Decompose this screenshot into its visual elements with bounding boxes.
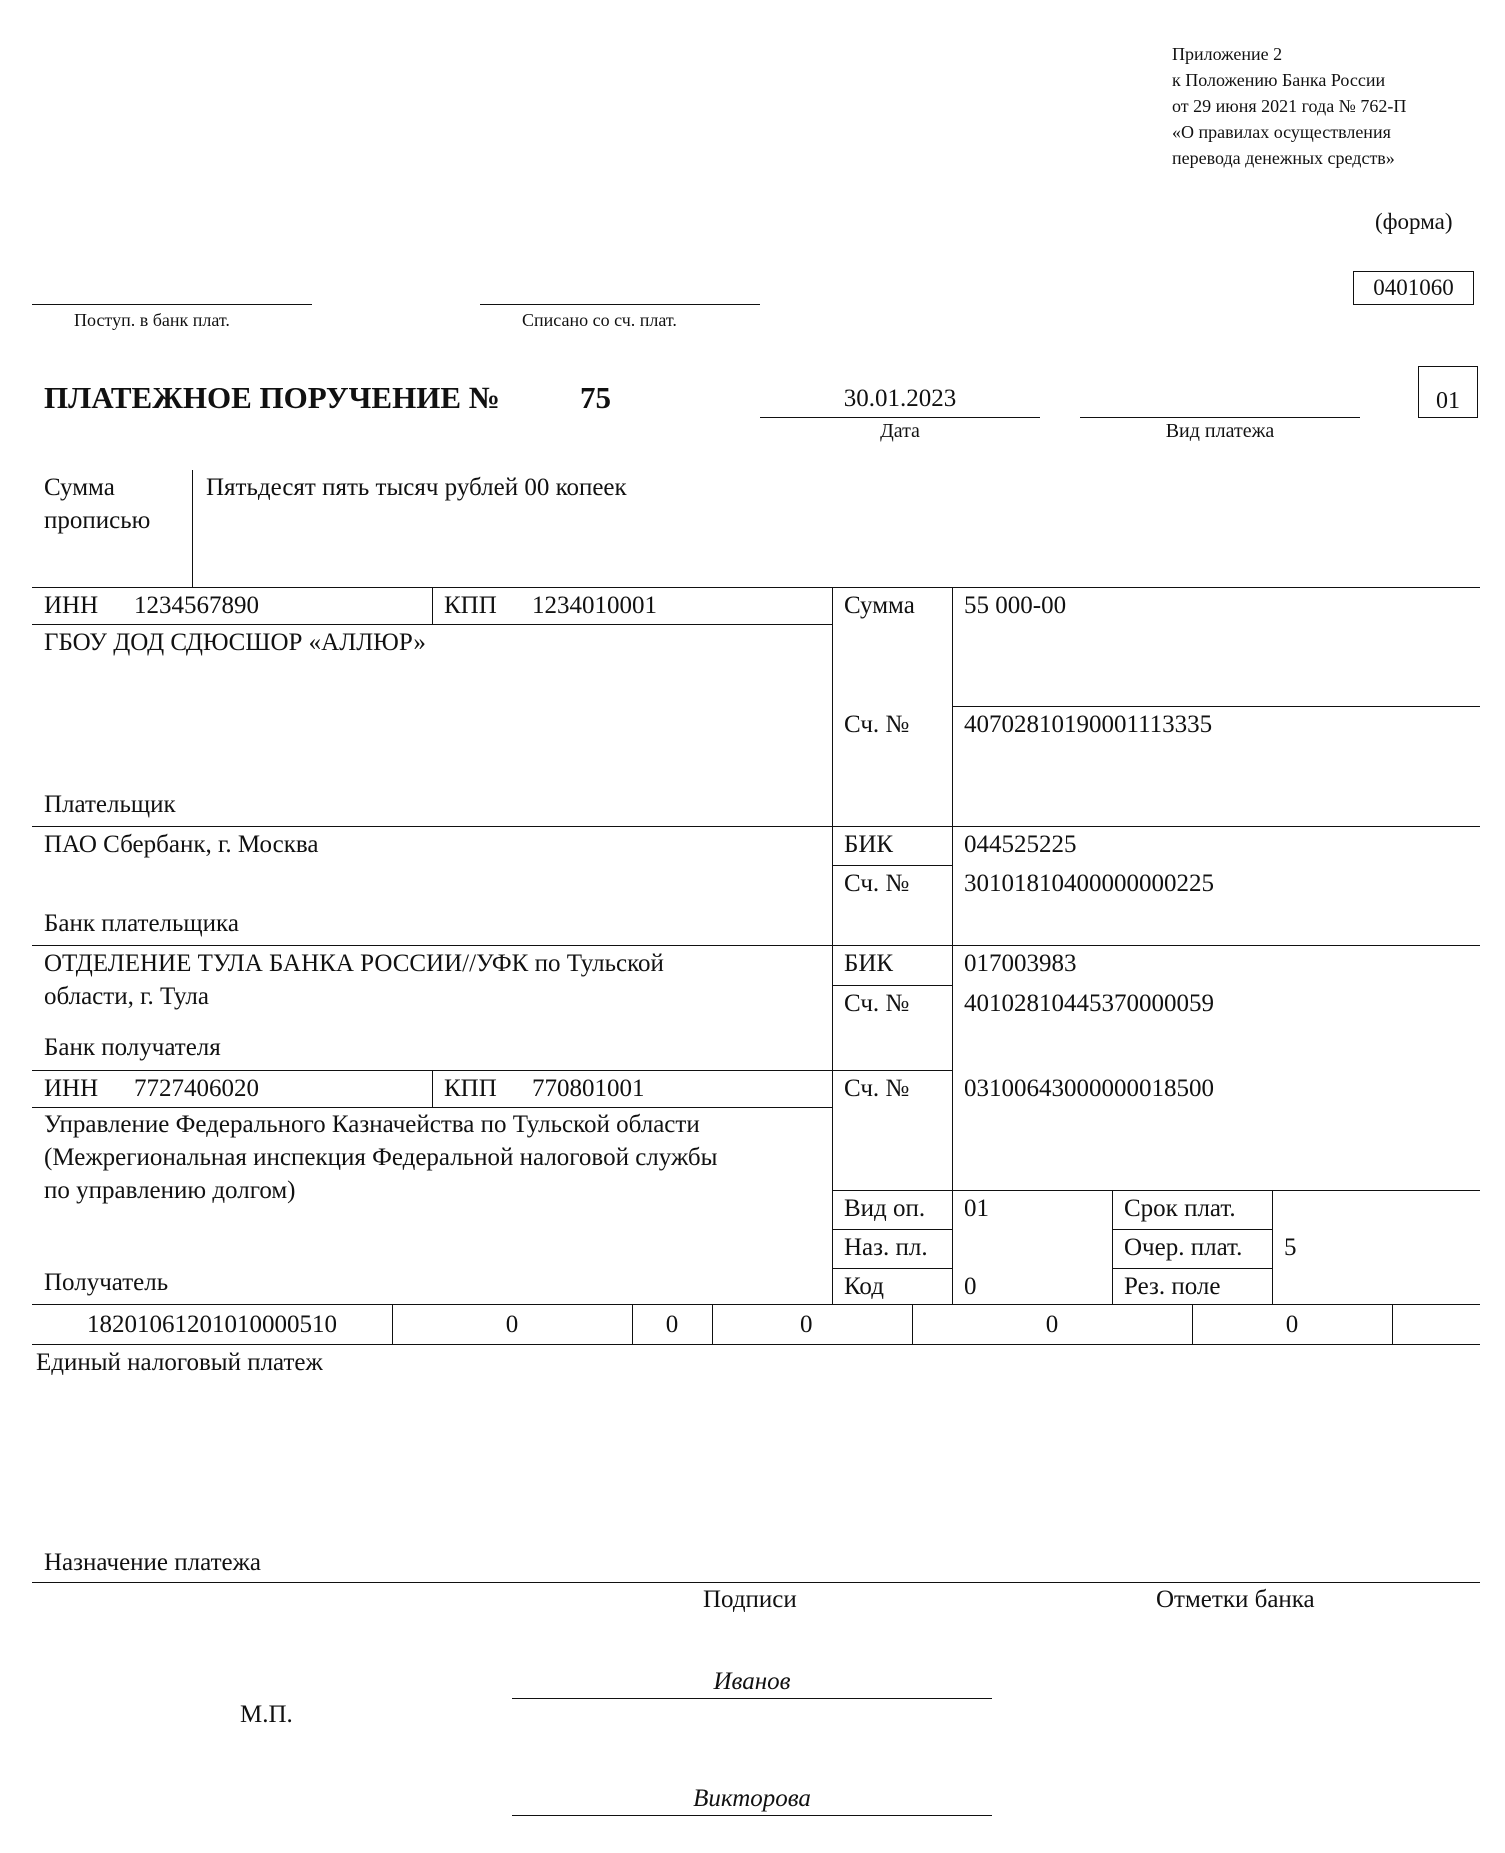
grid-line-op-4 <box>1112 1268 1272 1269</box>
amount-words-label-1: Сумма <box>44 474 115 501</box>
payee-bank-name-line-2: области, г. Тула <box>44 983 210 1010</box>
form-code: 0401060 <box>1373 275 1454 300</box>
tax-field-1: 0 <box>505 1311 519 1338</box>
received-line <box>32 304 312 305</box>
grid-tax-divider-6 <box>1392 1304 1393 1344</box>
signature-1: Иванов <box>713 1668 791 1695</box>
grid-line-payee-inn <box>32 1107 832 1108</box>
grid-payer-kpp-divider <box>432 587 433 624</box>
amount-words-label-2: прописью <box>44 507 151 534</box>
purpose-line <box>32 1582 1480 1583</box>
payee-bank-account-label: Сч. № <box>844 990 910 1017</box>
payer-account: 40702810190001113335 <box>964 711 1213 738</box>
bank-marks-label: Отметки банка <box>1156 1586 1315 1613</box>
grid-line-op-3 <box>1112 1229 1272 1230</box>
page-title: ПЛАТЕЖНОЕ ПОРУЧЕНИЕ № <box>44 380 500 415</box>
appendix-line-5: перевода денежных средств» <box>1172 148 1395 168</box>
signature-2-line <box>512 1815 992 1816</box>
payer-bank-bik-label: БИК <box>844 831 894 858</box>
payer-kpp: 1234010001 <box>532 592 657 619</box>
payer-inn-label: ИНН <box>44 592 99 619</box>
grid-line-op-top <box>832 1190 1480 1191</box>
priority-label: Очер. плат. <box>1124 1234 1243 1261</box>
sum-label: Сумма <box>844 592 915 619</box>
priority-value: 5 <box>1284 1234 1297 1261</box>
payment-status-box <box>1418 366 1478 418</box>
payer-bank-label: Банк плательщика <box>44 910 239 937</box>
payer-account-label: Сч. № <box>844 711 910 738</box>
grid-op-divider-2 <box>1272 1190 1273 1304</box>
grid-line-tax-top <box>32 1304 1480 1305</box>
grid-line-payer-top <box>32 587 1480 588</box>
payee-kpp-label: КПП <box>444 1075 497 1102</box>
grid-line-payer-inn <box>32 624 832 625</box>
order-number: 75 <box>580 380 611 415</box>
payment-type-label: Вид платежа <box>1165 420 1275 442</box>
payee-label: Получатель <box>44 1269 169 1296</box>
tax-kbk: 18201061201010000510 <box>87 1311 337 1338</box>
purpose-text: Единый налоговый платеж <box>36 1349 323 1376</box>
amount-words: Пятьдесят пять тысяч рублей 00 копеек <box>206 474 627 501</box>
date-label: Дата <box>880 420 920 442</box>
payer-kpp-label: КПП <box>444 592 497 619</box>
tax-field-5: 0 <box>1285 1311 1299 1338</box>
payee-account: 03100643000000018500 <box>964 1075 1214 1102</box>
payee-inn-label: ИНН <box>44 1075 99 1102</box>
payer-bank-account: 30101810400000000225 <box>964 870 1214 897</box>
grid-line-payer-bik <box>832 865 952 866</box>
payment-type-line <box>1080 417 1360 418</box>
grid-line-payee-bank-bottom <box>32 1070 952 1071</box>
grid-line-op-2 <box>832 1268 952 1269</box>
code-label: Код <box>844 1273 884 1300</box>
sum-value: 55 000-00 <box>964 592 1067 619</box>
payee-bank-name-line-1: ОТДЕЛЕНИЕ ТУЛА БАНКА РОССИИ//УФК по Тульской <box>44 950 664 977</box>
tax-field-4: 0 <box>1045 1311 1059 1338</box>
payer-name: ГБОУ ДОД СДЮСШОР «АЛЛЮР» <box>44 629 426 656</box>
date-value: 30.01.2023 <box>843 385 957 412</box>
op-type-label: Вид оп. <box>844 1195 926 1222</box>
grid-line-tax-bottom <box>32 1344 1480 1345</box>
tax-field-3: 0 <box>800 1311 813 1338</box>
appendix-line-4: «О правилах осуществления <box>1172 122 1391 142</box>
purpose-code-label: Наз. пл. <box>844 1234 928 1261</box>
grid-line-op-1 <box>832 1229 952 1230</box>
received-label: Поступ. в банк плат. <box>74 310 230 330</box>
date-line <box>760 417 1040 418</box>
payer-bank-name: ПАО Сбербанк, г. Москва <box>44 831 319 858</box>
op-type: 01 <box>964 1195 989 1222</box>
grid-line-payer-bottom <box>32 826 1480 827</box>
grid-payee-kpp-divider <box>432 1070 433 1107</box>
grid-line-payer-bank-bottom <box>32 945 1480 946</box>
payer-inn: 1234567890 <box>134 592 259 619</box>
payee-bank-bik-label: БИК <box>844 950 894 977</box>
due-label: Срок плат. <box>1124 1195 1236 1222</box>
appendix-line-2: к Положению Банка России <box>1172 70 1386 90</box>
form-code-box <box>1353 271 1474 305</box>
payment-status: 01 <box>1436 388 1460 414</box>
payee-kpp: 770801001 <box>532 1075 645 1102</box>
signature-1-line <box>512 1698 992 1699</box>
payee-name-line-1: Управление Федерального Казначейства по Тульской области <box>44 1111 700 1138</box>
amount-words-divider <box>192 470 193 587</box>
signatures-label: Подписи <box>703 1586 797 1613</box>
payee-name-line-3: по управлению долгом) <box>44 1177 296 1204</box>
grid-line-payee-bik <box>832 985 952 986</box>
grid-line-sum-bottom <box>952 706 1480 707</box>
appendix-line-1: Приложение 2 <box>1172 44 1283 64</box>
form-label: (форма) <box>1375 209 1453 234</box>
stamp-label: М.П. <box>240 1701 293 1728</box>
purpose-label: Назначение платежа <box>44 1549 261 1576</box>
payer-bank-account-label: Сч. № <box>844 870 910 897</box>
appendix-line-3: от 29 июня 2021 года № 762-П <box>1172 96 1407 116</box>
payee-account-label: Сч. № <box>844 1075 910 1102</box>
payer-label: Плательщик <box>44 791 176 818</box>
code-value: 0 <box>964 1273 977 1300</box>
signature-2: Викторова <box>693 1785 811 1812</box>
tax-field-2: 0 <box>665 1311 679 1338</box>
grid-tax-divider-3 <box>712 1304 713 1344</box>
debited-line <box>480 304 760 305</box>
payee-bank-label: Банк получателя <box>44 1034 221 1061</box>
grid-op-divider-1 <box>1112 1190 1113 1304</box>
debited-label: Списано со сч. плат. <box>522 310 677 330</box>
payee-bank-bik: 017003983 <box>964 950 1077 977</box>
reserved-label: Рез. поле <box>1124 1273 1221 1300</box>
payee-inn: 7727406020 <box>134 1075 259 1102</box>
payer-bank-bik: 044525225 <box>964 831 1077 858</box>
payee-name-line-2: (Межрегиональная инспекция Федеральной налоговой службы <box>44 1144 718 1171</box>
payee-bank-account: 40102810445370000059 <box>964 990 1214 1017</box>
